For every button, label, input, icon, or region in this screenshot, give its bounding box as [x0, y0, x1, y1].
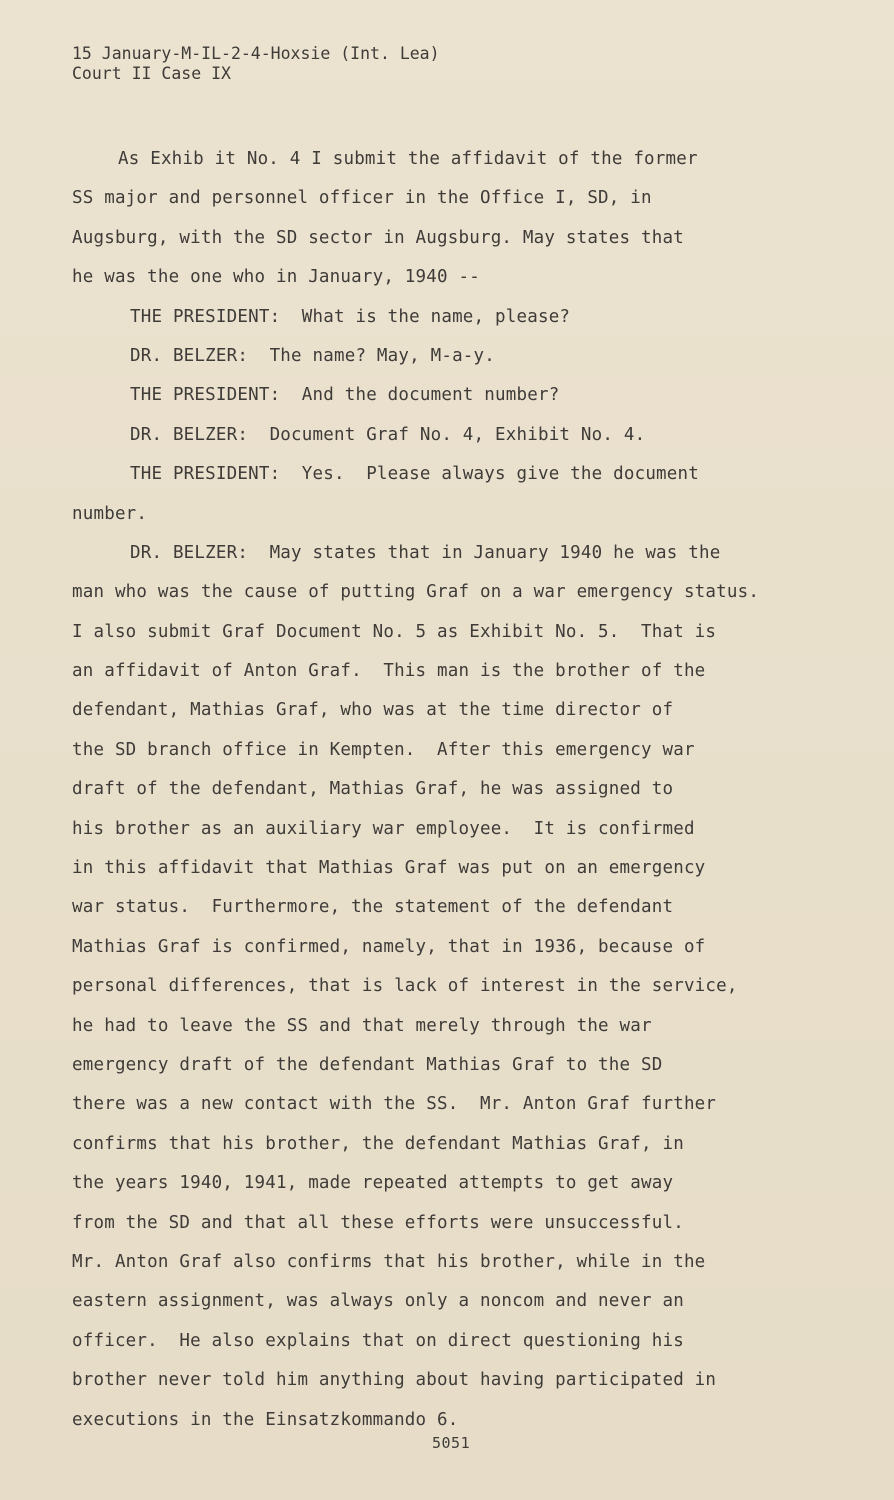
transcript-line: THE PRESIDENT: Yes. Please always give the document	[130, 464, 700, 485]
transcript-line: from the SD and that all these efforts were unsuccessful.	[72, 1212, 684, 1233]
transcript-line: he was the one who in January, 1940 --	[72, 267, 480, 288]
page-number: 5051	[432, 1434, 471, 1452]
transcript-line: brother never told him anything about having participated in	[72, 1370, 717, 1391]
transcript-line: SS major and personnel officer in the Office I, SD, in	[72, 188, 652, 209]
transcript-line: Augsburg, with the SD sector in Augsburg. May states that	[72, 227, 684, 248]
transcript-line: Mathias Graf is confirmed, namely, that in 1936, because of	[72, 936, 706, 957]
transcript-line: the SD branch office in Kempten. After this emergency war	[72, 739, 695, 760]
transcript-line: Mr. Anton Graf also confirms that his brother, while in the	[72, 1251, 706, 1272]
transcript-line: As Exhib it No. 4 I submit the affidavit of the former	[118, 149, 698, 169]
transcript-line: the years 1940, 1941, made repeated attempts to get away	[72, 1173, 674, 1194]
transcript-line: confirms that his brother, the defendant Mathias Graf, in	[72, 1133, 684, 1154]
transcript-line: DR. BELZER: May states that in January 1940 he was the	[130, 542, 721, 563]
transcript-line: eastern assignment, was always only a noncom and never an	[72, 1291, 684, 1312]
transcript-line: defendant, Mathias Graf, who was at the time director of	[72, 700, 674, 721]
transcript-line: DR. BELZER: The name? May, M-a-y.	[130, 345, 496, 366]
transcript-body	[72, 140, 862, 1440]
transcript-line: number.	[72, 503, 148, 524]
transcript-line: THE PRESIDENT: What is the name, please?	[130, 306, 571, 327]
transcript-line: executions in the Einsatzkommando 6.	[72, 1409, 459, 1430]
transcript-line: in this affidavit that Mathias Graf was put on an emergency	[72, 858, 706, 879]
transcript-line: his brother as an auxiliary war employee. It is confirmed	[72, 818, 695, 839]
header-line-2: Court II Case IX	[72, 64, 231, 83]
transcript-line: man who was the cause of putting Graf on a war emergency status.	[72, 582, 760, 603]
transcript-line: I also submit Graf Document No. 5 as Exhibit No. 5. That is	[72, 621, 717, 642]
transcript-line: DR. BELZER: Document Graf No. 4, Exhibit No. 4.	[130, 424, 646, 445]
transcript-line: draft of the defendant, Mathias Graf, he was assigned to	[72, 779, 674, 800]
transcript-line: war status. Furthermore, the statement of the defendant	[72, 897, 674, 918]
transcript-line: THE PRESIDENT: And the document number?	[130, 385, 560, 406]
transcript-line: emergency draft of the defendant Mathias Graf to the SD	[72, 1054, 663, 1075]
transcript-line: personal differences, that is lack of interest in the service,	[72, 976, 738, 997]
transcript-line: officer. He also explains that on direct questioning his	[72, 1330, 684, 1351]
transcript-line: he had to leave the SS and that merely through the war	[72, 1015, 652, 1036]
page-header	[72, 44, 440, 84]
transcript-line: there was a new contact with the SS. Mr. Anton Graf further	[72, 1094, 717, 1115]
header-line-1: 15 January-M-IL-2-4-Hoxsie (Int. Lea)	[72, 44, 440, 63]
transcript-line: an affidavit of Anton Graf. This man is the brother of the	[72, 661, 706, 682]
